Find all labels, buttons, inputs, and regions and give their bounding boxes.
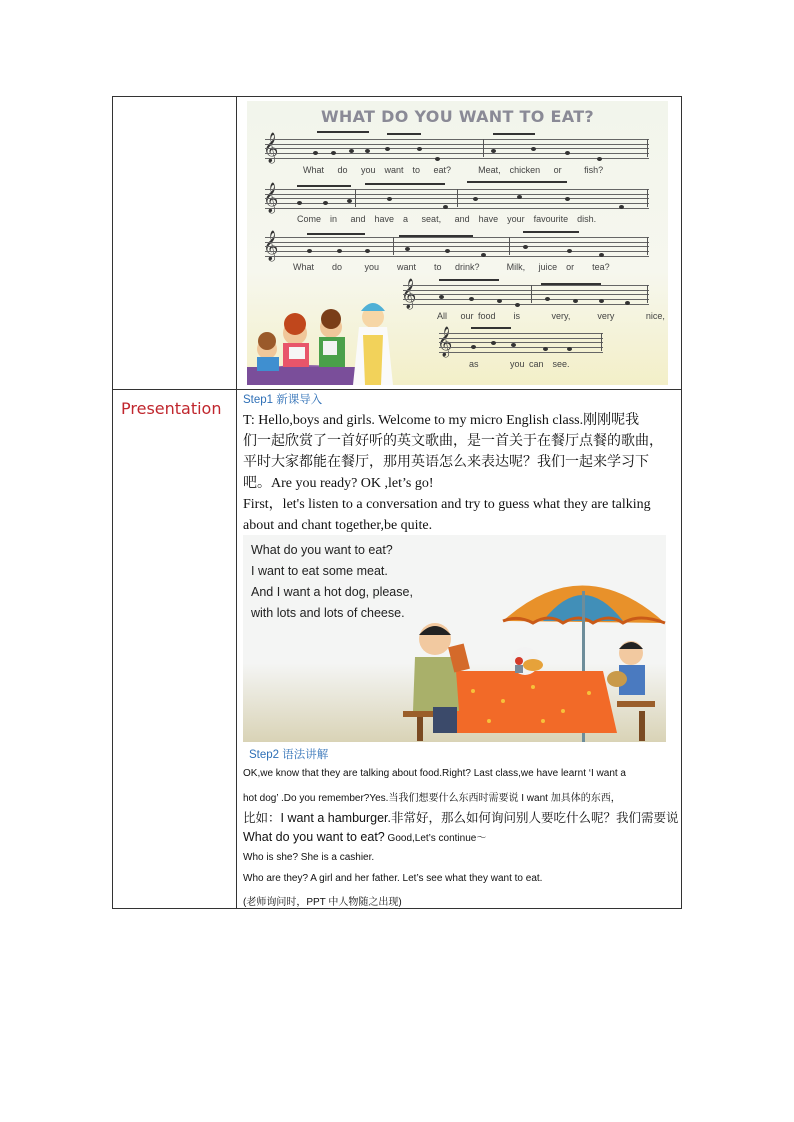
music-note [337, 249, 342, 253]
dialogue-line: I want to eat some meat. [251, 564, 388, 578]
music-note [469, 297, 474, 301]
bar-line [393, 237, 394, 255]
music-note [445, 249, 450, 253]
music-note [491, 341, 496, 345]
note-beam [307, 233, 365, 235]
stage-label: Presentation [121, 399, 222, 418]
music-note [435, 157, 440, 161]
music-note [323, 201, 328, 205]
lyric-line: All our food is very, very nice, [437, 311, 665, 321]
music-note [313, 151, 318, 155]
treble-clef-icon: 𝄞 [263, 183, 279, 213]
note-beam [493, 133, 535, 135]
music-note [331, 151, 336, 155]
lesson-plan-table [112, 96, 682, 909]
music-note [625, 301, 630, 305]
music-note [599, 299, 604, 303]
step1-line: T: Hello,boys and girls. Welcome to my micro English class.刚刚呢我 [243, 413, 640, 428]
note-beam [523, 231, 579, 233]
row-divider [113, 389, 681, 390]
music-note [531, 147, 536, 151]
music-note [599, 253, 604, 257]
note-beam [467, 181, 567, 183]
lyric-line: What do you want to eat? Meat, chicken or fish? [303, 165, 604, 175]
music-staff [265, 139, 649, 159]
bar-line [647, 285, 648, 303]
music-note [387, 197, 392, 201]
step2-line-2: hot dog’ .Do you remember?Yes.当我们想要什么东西时需要说 I want 加具体的东西， [243, 793, 621, 804]
music-note [565, 197, 570, 201]
song-title: WHAT DO YOU WANT TO EAT? [320, 107, 595, 126]
music-note [567, 249, 572, 253]
music-note [481, 253, 486, 257]
step2-continue: Good,Let’s continue～ [384, 833, 487, 844]
step1-line: 平时大家都能在餐厅，那用英语怎么来表达呢？我们一起来学习下 [243, 455, 649, 470]
step1-line: First，let's listen to a conversation and try to guess what they are talking [243, 497, 651, 512]
music-note [471, 345, 476, 349]
dialogue-picture [243, 535, 666, 742]
music-note [497, 299, 502, 303]
note-beam [317, 131, 369, 133]
music-note [307, 249, 312, 253]
treble-clef-icon: 𝄞 [401, 279, 417, 309]
dialogue-line: And I want a hot dog, please, [251, 585, 413, 599]
column-divider [236, 97, 237, 908]
music-note [573, 299, 578, 303]
music-note [511, 343, 516, 347]
step2-line-5: Who is she? She is a cashier. [243, 852, 375, 863]
music-note [543, 347, 548, 351]
music-note [597, 157, 602, 161]
bar-line [483, 139, 484, 157]
music-note [405, 247, 410, 251]
step2-heading: Step2 语法讲解 [249, 749, 329, 761]
music-note [545, 297, 550, 301]
step1-line: 们一起欣赏了一首好听的英文歌曲，是一首关于在餐厅点餐的歌曲， [243, 434, 663, 449]
music-note [365, 149, 370, 153]
lyric-line: Come in and have a seat, and have your favourite dish. [297, 214, 597, 224]
lyric-line: as you can see. [469, 359, 570, 369]
treble-clef-icon: 𝄞 [437, 327, 453, 357]
music-staff [439, 333, 603, 353]
note-beam [365, 183, 445, 185]
music-note [297, 201, 302, 205]
restaurant-scene-illustration [393, 561, 666, 742]
cartoon-diners-illustration [247, 291, 397, 385]
step2-line-7: (老师询问时，PPT 中人物随之出现) [243, 897, 402, 908]
bar-line [457, 189, 458, 207]
note-beam [439, 279, 499, 281]
music-note [347, 199, 352, 203]
step2-line-6: Who are they? A girl and her father. Let’s see what they want to eat. [243, 873, 543, 884]
music-note [565, 151, 570, 155]
step1-paragraph [243, 410, 679, 536]
music-note [619, 205, 624, 209]
lyric-line: What do you want to drink? Milk, juice or tea? [293, 262, 610, 272]
music-note [473, 197, 478, 201]
bar-line [531, 285, 532, 303]
bar-line [647, 139, 648, 157]
dialogue-line: What do you want to eat? [251, 543, 393, 557]
music-note [517, 195, 522, 199]
dialogue-line: with lots and lots of cheese. [251, 606, 405, 620]
bar-line [601, 333, 602, 351]
music-note [417, 147, 422, 151]
step1-line: 吧。Are you ready? OK ,let’s go! [243, 476, 434, 491]
music-note [349, 149, 354, 153]
bar-line [509, 237, 510, 255]
note-beam [399, 235, 473, 237]
step2-line-4 [243, 829, 486, 844]
music-note [385, 147, 390, 151]
bar-line [355, 189, 356, 207]
step2-line-1: OK,we know that they are talking about food.Right? Last class,we have learnt ‘I want a [243, 768, 626, 779]
note-beam [541, 283, 601, 285]
music-staff [265, 237, 649, 257]
music-note [443, 205, 448, 209]
music-note [523, 245, 528, 249]
step1-line: about and chant together,be quite. [243, 518, 433, 533]
treble-clef-icon: 𝄞 [263, 133, 279, 163]
step2-question: What do you want to eat? [243, 830, 385, 844]
note-beam [297, 185, 351, 187]
music-note [365, 249, 370, 253]
step1-heading: Step1 新课导入 [243, 394, 323, 406]
song-sheet-image [247, 101, 668, 385]
music-note [515, 303, 520, 307]
music-note [567, 347, 572, 351]
bar-line [647, 237, 648, 255]
note-beam [387, 133, 421, 135]
music-note [491, 149, 496, 153]
bar-line [647, 189, 648, 207]
step2-line-3: 比如：I want a hamburger.非常好，那么如何询问别人要吃什么呢？我们需要说 [243, 811, 679, 825]
music-note [439, 295, 444, 299]
treble-clef-icon: 𝄞 [263, 231, 279, 261]
note-beam [471, 327, 511, 329]
